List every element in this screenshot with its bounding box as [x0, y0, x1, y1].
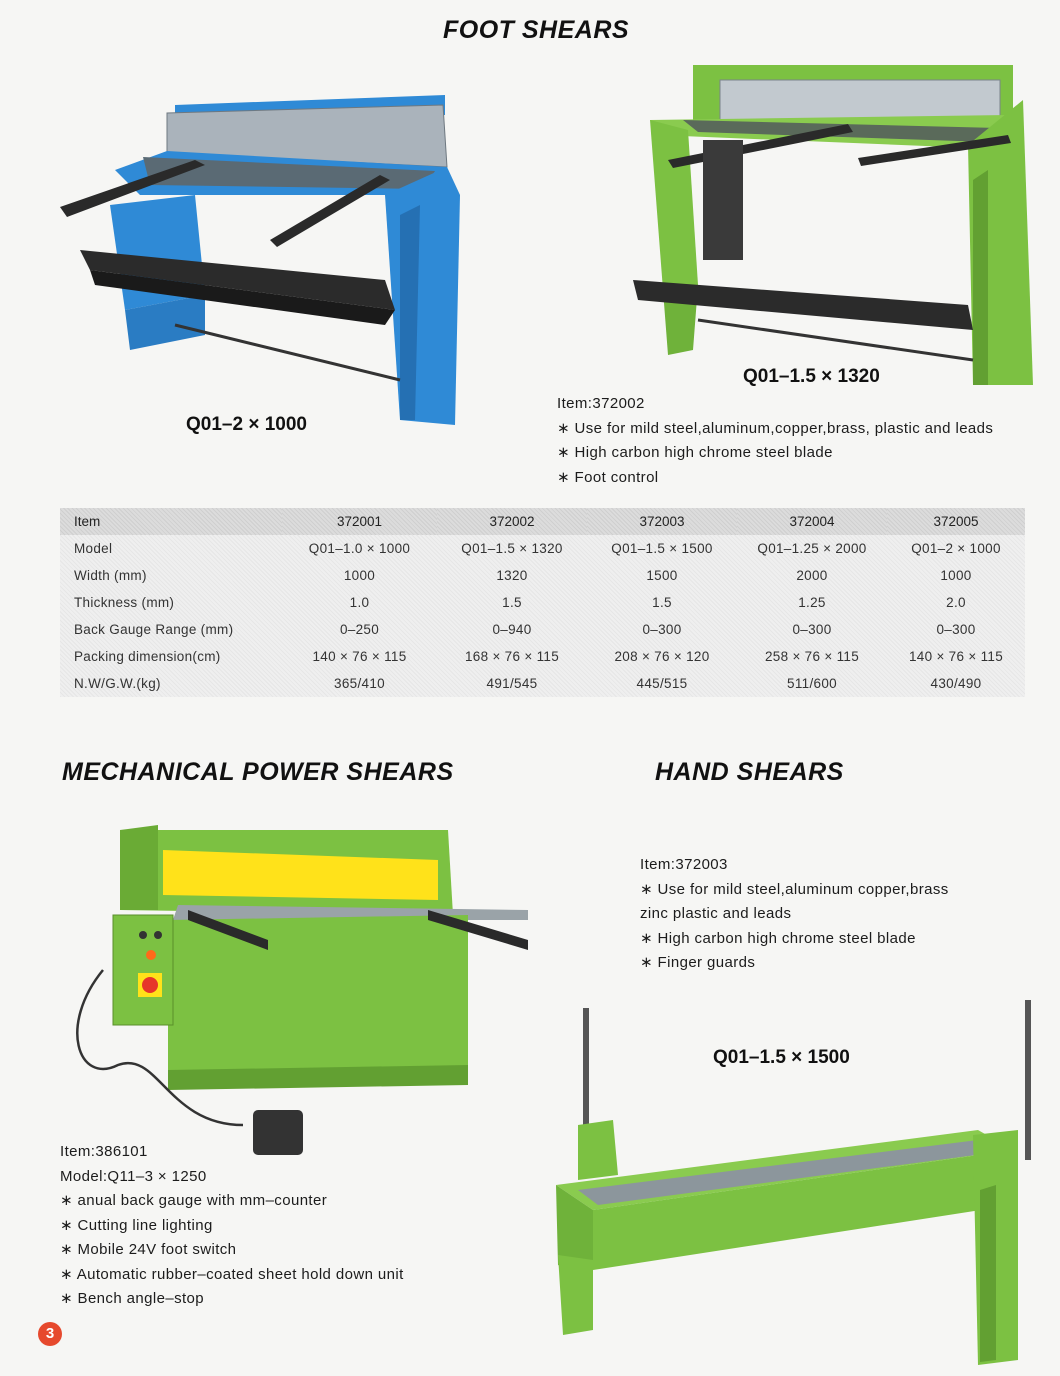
table-cell: 0–300	[936, 622, 976, 637]
mechanical-power-shears-info	[60, 1140, 404, 1312]
table-cell: Q01–1.25 × 2000	[757, 541, 867, 556]
table-cell: Q01–1.5 × 1500	[611, 541, 713, 556]
table-cell: 445/515	[636, 676, 688, 691]
table-header-cell: Item	[60, 508, 282, 535]
table-cell: Thickness (mm)	[74, 595, 175, 610]
table-cell: N.W/G.W.(kg)	[74, 676, 161, 691]
foot-shears-item: Item:372002	[557, 395, 645, 412]
hand-shears-feature: ∗ Use for mild steel,aluminum copper,brass	[640, 880, 949, 898]
table-row	[60, 616, 1025, 643]
foot-shears-title: FOOT SHEARS	[443, 16, 630, 44]
table-cell: 430/490	[930, 676, 982, 691]
table-cell: 511/600	[787, 676, 837, 691]
table-cell: 365/410	[334, 676, 385, 691]
table-cell: 2.0	[946, 595, 966, 610]
table-cell: 1.0	[349, 595, 370, 610]
table-cell: 1000	[343, 568, 376, 583]
blue-foot-shear-image	[55, 85, 465, 425]
table-cell: Width (mm)	[74, 568, 147, 583]
table-cell: 1320	[496, 568, 528, 583]
table-cell: 2000	[796, 568, 828, 583]
mechanical-power-shear-image	[58, 825, 548, 1185]
table-header-cell: 372003	[587, 508, 737, 535]
table-cell: 1.5	[652, 595, 672, 610]
table-cell: 140 × 76 × 115	[312, 649, 407, 664]
table-cell: 1.5	[502, 595, 522, 610]
foot-shears-feature: ∗ Use for mild steel,aluminum,copper,brass, plastic and leads	[557, 419, 994, 437]
table-row	[60, 643, 1025, 670]
table-cell: 0–250	[339, 622, 380, 637]
table-cell: 491/545	[486, 676, 538, 691]
table-header-cell: 372002	[437, 508, 587, 535]
hand-shear-model: Q01–1.5 × 1500	[713, 1047, 850, 1068]
table-cell: 168 × 76 × 115	[464, 649, 560, 664]
table-cell: 0–300	[792, 622, 832, 637]
table-cell: Q01–2 × 1000	[911, 541, 1001, 556]
table-row	[60, 589, 1025, 616]
table-cell: Q01–1.0 × 1000	[308, 541, 411, 556]
foot-shears-feature: ∗ High carbon high chrome steel blade	[557, 444, 833, 461]
table-cell: 0–300	[642, 622, 682, 637]
hand-shears-item: Item:372003	[640, 856, 728, 873]
table-cell: 1.25	[798, 595, 826, 610]
table-cell: 0–940	[492, 622, 532, 637]
hand-shears-feature: ∗ Finger guards	[640, 954, 756, 971]
hand-shears-feature: zinc plastic and leads	[640, 905, 792, 922]
table-row	[60, 562, 1025, 589]
mechanical-feature: ∗ anual back gauge with mm–counter	[60, 1192, 328, 1209]
page-number-badge: 3	[38, 1322, 62, 1346]
mechanical-feature: ∗ Bench angle–stop	[60, 1290, 205, 1307]
table-cell: 258 × 76 × 115	[764, 649, 860, 664]
table-row	[60, 535, 1025, 562]
table-cell: Model	[74, 541, 113, 556]
table-cell: Packing dimension(cm)	[74, 649, 221, 664]
foot-shears-info	[557, 392, 993, 490]
table-cell: Back Gauge Range (mm)	[74, 622, 234, 637]
mechanical-feature: ∗ Mobile 24V foot switch	[60, 1241, 237, 1258]
table-cell: Q01–1.5 × 1320	[461, 541, 563, 556]
table-header-cell: 372005	[887, 508, 1025, 535]
hand-shears-info	[640, 853, 949, 976]
right-foot-shear-model: Q01–1.5 × 1320	[743, 366, 880, 387]
spec-table	[60, 508, 1025, 697]
hand-shears-title: HAND SHEARS	[655, 758, 844, 786]
green-foot-shear-image	[628, 60, 1038, 390]
mechanical-power-shears-title: MECHANICAL POWER SHEARS	[62, 758, 454, 786]
mechanical-feature: ∗ Cutting line lighting	[60, 1216, 213, 1234]
mechanical-item: Item:386101	[60, 1143, 148, 1160]
table-header-row	[60, 508, 1025, 535]
table-cell: 140 × 76 × 115	[908, 649, 1004, 664]
table-cell: 1500	[646, 568, 678, 583]
table-row	[60, 670, 1025, 697]
table-header-cell: 372001	[282, 508, 437, 535]
foot-shears-feature: ∗ Foot control	[557, 468, 659, 486]
table-header-cell: 372004	[737, 508, 887, 535]
mechanical-feature: ∗ Automatic rubber–coated sheet hold down unit	[60, 1265, 404, 1283]
table-cell: 1000	[940, 568, 972, 583]
table-cell: 208 × 76 × 120	[614, 649, 710, 664]
mechanical-model: Model:Q11–3 × 1250	[60, 1167, 207, 1185]
hand-shears-feature: ∗ High carbon high chrome steel blade	[640, 929, 916, 947]
left-foot-shear-model: Q01–2 × 1000	[186, 414, 307, 435]
